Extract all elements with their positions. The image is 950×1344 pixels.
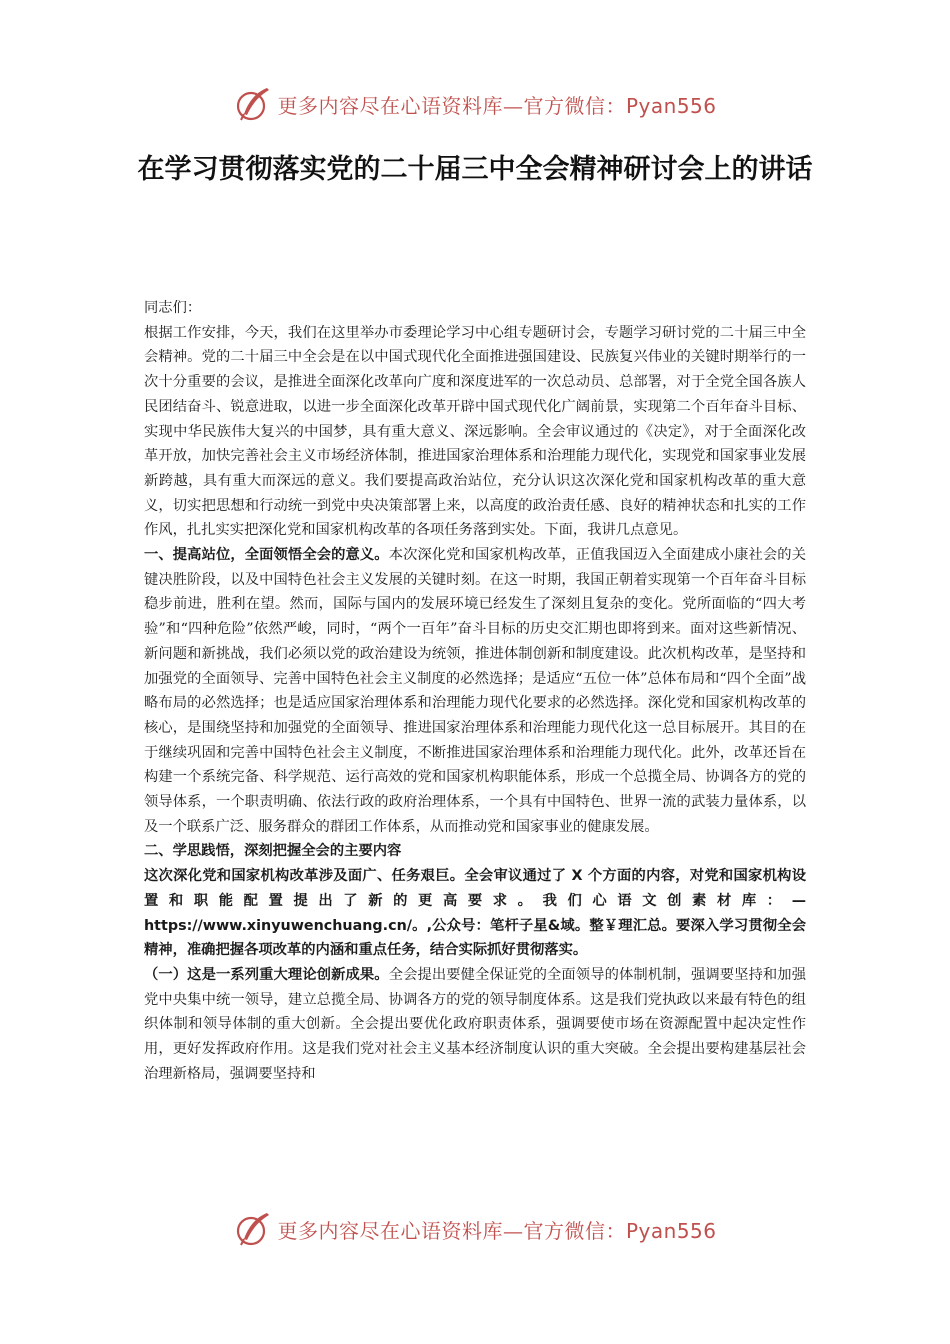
section-2-heading: 二、学思践悟，深刻把握全会的主要内容 — [144, 843, 402, 860]
greeting: 同志们： — [144, 300, 202, 316]
document-body — [144, 296, 806, 1087]
subsection-1-paragraph — [144, 963, 806, 1087]
header-watermark-banner — [0, 82, 950, 126]
section-1-paragraph — [144, 543, 806, 839]
quill-pen-logo-icon — [233, 1209, 273, 1249]
intro-paragraph: 根据工作安排，今天，我们在这里举办市委理论学习中心组专题研讨会，专题学习研讨党的二十届三中全会精神。党的二十届三中全会是在以中国式现代化全面推进强国建设、民族复兴伟业的关键时期举行的一次十分重要的会议，是推进全面深化改革向广度和深度进军的一次总动员、总部署，对于全党全国各族人民团结奋斗、锐意进取，以进一步全面深化改革开辟中国式现代化广阔前景，实现第二个百年奋斗目标、实现中华民族伟大复兴的中国梦，具有重大意义、深远影响。全会审议通过的《决定》，对于全面深化改革开放，加快完善社会主义市场经济体制，推进国家治理体系和治理能力现代化，实现党和国家事业发展新跨越，具有重大而深远的意义。我们要提高政治站位，充分认识这次深化党和国家机构改革的重大意义，切实把思想和行动统一到党中央决策部署上来，以高度的政治责任感、良好的精神状态和扎实的工作作风，扎扎实实把深化党和国家机构改革的各项任务落到实处。下面，我讲几点意见。 — [144, 324, 806, 539]
section-1-body: 本次深化党和国家机构改革，正值我国迈入全面建成小康社会的关键决胜阶段，以及中国特色社会主义发展的关键时刻。在这一时期，我国正朝着实现第一个百年奋斗目标稳步前进，胜利在望。然而，国际与国内的发展环境已经发生了深刻且复杂的变化。党所面临的“四大考验”和“四种危险”依然严峻，同时，“两个一百年”奋斗目标的历史交汇期也即将到来。面对这些新情况、新问题和新挑战，我们必须以党的政治建设为统领，推进体制创新和制度建设。此次机构改革，是坚持和加强党的全面领导、完善中国特色社会主义制度的必然选择；是适应“五位一体”总体布局和“四个全面”战略布局的必然选择；也是适应国家治理体系和治理能力现代化要求的必然选择。深化党和国家机构改革的核心，是围绕坚持和加强党的全面领导、推进国家治理体系和治理能力现代化这一总目标展开。其目的在于继续巩固和完善中国特色社会主义制度，不断推进国家治理体系和治理能力现代化。此外，改革还旨在构建一个系统完备、科学规范、运行高效的党和国家机构职能体系，形成一个总揽全局、协调各方的党的领导体系，一个职责明确、依法行政的政府治理体系，一个具有中国特色、世界一流的武装力量体系，以及一个联系广泛、服务群众的群团工作体系，从而推动党和国家事业的健康发展。 — [144, 547, 806, 835]
subsection-1-heading: （一）这是一系列重大理论创新成果。 — [144, 966, 389, 983]
banner-text: 更多内容尽在心语资料库—官方微信：Pyan556 — [277, 1218, 717, 1243]
section-1-heading: 一、提高站位，全面领悟全会的意义。 — [144, 547, 389, 564]
banner-text: 更多内容尽在心语资料库—官方微信：Pyan556 — [277, 93, 717, 118]
quill-pen-logo-icon — [233, 84, 273, 124]
document-title: 在学习贯彻落实党的二十届三中全会精神研讨会上的讲话 — [137, 154, 813, 185]
footer-watermark-banner — [0, 1207, 950, 1251]
section-2-body: 这次深化党和国家机构改革涉及面广、任务艰巨。全会审议通过了 X 个方面的内容，对党和国家机构设置和职能配置提出了新的更高要求。我们心语文创素材库：—https://www.xinyuwenchuang.cn/。,公众号：笔杆子星&域。整￥理汇总。要深入学习贯彻全会精神，准确把握各项改革的内涵和重点任务，结合实际抓好贯彻落实。 — [144, 868, 806, 959]
subsection-1-body: 全会提出要健全保证党的全面领导的体制机制，强调要坚持和加强党中央集中统一领导，建立总揽全局、协调各方的党的领导制度体系。这是我们党执政以来最有特色的组织体制和领导体制的重大创新。全会提出要优化政府职责体系，强调要使市场在资源配置中起决定性作用，更好发挥政府作用。这是我们党对社会主义基本经济制度认识的重大突破。全会提出要构建基层社会治理新格局，强调要坚持和 — [144, 966, 806, 1082]
